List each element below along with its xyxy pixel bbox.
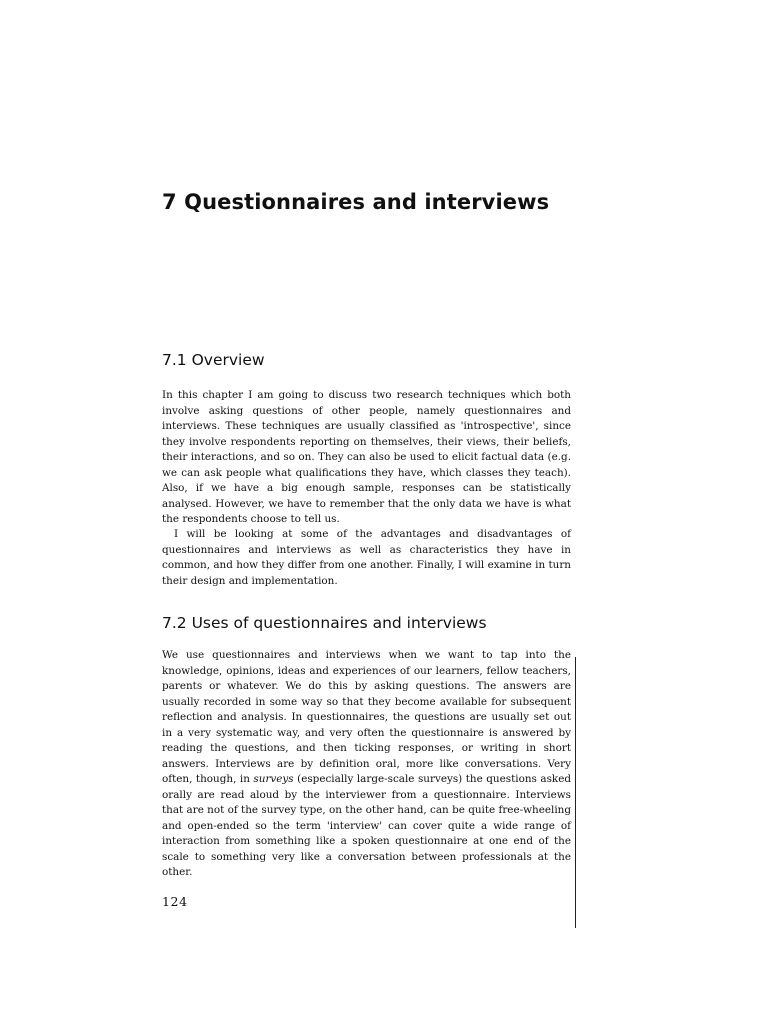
uses-paragraph-text-end: (especially large-scale surveys) the questions asked orally are read aloud by the interviewer from a questionnaire. Interviews that are not of the survey type, on the other hand, can be quite free-wheeling and open-ended so the term 'interview' can cover quite a wide range of interaction from something like a spoken questionnaire at one end of the scale to something very like a conversation between professionals at the other. [162, 773, 571, 878]
surveys-italic-term: surveys [253, 773, 294, 785]
overview-paragraph-1: In this chapter I am going to discuss two research techniques which both involve asking questions of other people, namely questionnaires and interviews. These techniques are usually classified as 'introspective', since they involve respondents reporting on themselves, their views, their beliefs, their interactions, and so on. They can also be used to elicit factual data (e.g. we can ask people what qualifications they have, which classes they teach). Also, if we have a big enough sample, responses can be statistically analysed. However, we have to remember that the only data we have is what the respondents choose to tell us. [162, 389, 571, 525]
uses-paragraph-text-start: We use questionnaires and interviews when we want to tap into the knowledge, opinions, ideas and experiences of our learners, fellow teachers, parents or whatever. We do this by asking questions. The answers are usually recorded in some way so that they become available for subsequent reflection and analysis. In questionnaires, the questions are usually set out in a very systematic way, and very often the questionnaire is answered by reading the questions, and then ticking responses, or writing in short answers. Interviews are by definition oral, more like conversations. Very often, though, in [162, 649, 571, 785]
margin-rule [575, 657, 576, 928]
chapter-title: 7 Questionnaires and interviews [162, 190, 550, 214]
page-number: 124 [162, 894, 188, 909]
section-heading-overview: 7.1 Overview [162, 351, 265, 369]
section-heading-uses: 7.2 Uses of questionnaires and interviews [162, 614, 487, 632]
overview-paragraph-2: I will be looking at some of the advantages and disadvantages of questionnaires and interviews as well as characteristics they have in common, and how they differ from one another. Finally, I will examine in turn their design and implementation. [162, 528, 571, 587]
uses-paragraph [162, 648, 571, 881]
